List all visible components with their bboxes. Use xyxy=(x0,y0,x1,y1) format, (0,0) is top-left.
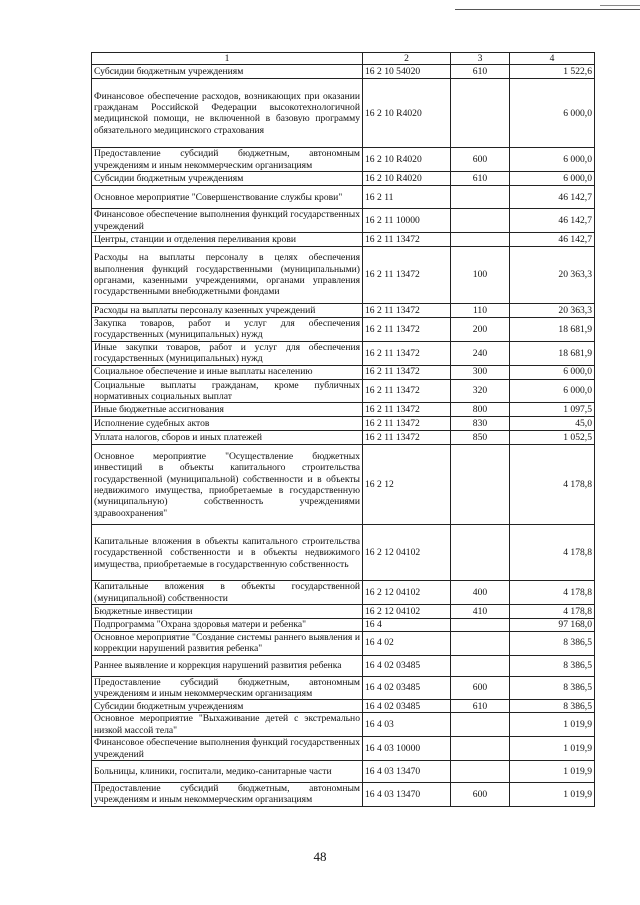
cell-code: 16 4 02 03485 xyxy=(363,676,451,700)
cell-vr: 610 xyxy=(451,172,510,186)
cell-vr: 410 xyxy=(451,605,510,619)
table-row xyxy=(92,700,595,713)
table-row xyxy=(92,304,595,318)
cell-code: 16 2 11 13472 xyxy=(363,318,451,342)
table-row xyxy=(92,186,595,209)
cell-vr: 610 xyxy=(451,700,510,713)
top-rule-short xyxy=(600,5,640,6)
cell-sum: 6 000,0 xyxy=(510,79,595,148)
column-header-2: 2 xyxy=(363,53,451,65)
table-row xyxy=(92,676,595,700)
top-rule xyxy=(455,9,640,10)
cell-code: 16 4 02 xyxy=(363,631,451,655)
cell-name: Иные закупки товаров, работ и услуг для обеспечения государственных (муниципальных) нужд xyxy=(92,341,363,365)
table-row xyxy=(92,379,595,403)
cell-sum: 45,0 xyxy=(510,417,595,431)
cell-name: Закупка товаров, работ и услуг для обеспечения государственных (муниципальных) нужд xyxy=(92,318,363,342)
cell-code: 16 2 12 04102 xyxy=(363,525,451,581)
cell-code: 16 2 10 R4020 xyxy=(363,172,451,186)
cell-code: 16 2 12 04102 xyxy=(363,605,451,619)
cell-vr xyxy=(451,445,510,525)
cell-name: Предоставление субсидий бюджетным, автономным учреждениям и иным некоммерческим организациям xyxy=(92,148,363,172)
cell-sum: 1 097,5 xyxy=(510,403,595,417)
cell-vr xyxy=(451,209,510,233)
cell-code: 16 2 11 13472 xyxy=(363,233,451,247)
cell-vr xyxy=(451,737,510,761)
cell-sum: 1 522,6 xyxy=(510,65,595,79)
cell-code: 16 2 11 13472 xyxy=(363,365,451,379)
cell-vr: 610 xyxy=(451,65,510,79)
column-header-1: 1 xyxy=(92,53,363,65)
cell-sum: 4 178,8 xyxy=(510,445,595,525)
cell-sum: 8 386,5 xyxy=(510,676,595,700)
cell-vr xyxy=(451,186,510,209)
cell-name: Финансовое обеспечение расходов, возникающих при оказании гражданам Российской Федерации высокотехнологичной медицинской помощи, не включенной в базовую программу обязательного медицинского страхования xyxy=(92,79,363,148)
cell-name: Капитальные вложения в объекты государственной (муниципальной) собственности xyxy=(92,581,363,605)
cell-vr xyxy=(451,713,510,737)
cell-code: 16 2 11 13472 xyxy=(363,247,451,304)
cell-name: Основное мероприятие "Создание системы раннего выявления и коррекции нарушений развития ребенка" xyxy=(92,631,363,655)
cell-sum: 8 386,5 xyxy=(510,700,595,713)
table-row xyxy=(92,713,595,737)
cell-name: Предоставление субсидий бюджетным, автономным учреждениям и иным некоммерческим организациям xyxy=(92,676,363,700)
cell-name: Бюджетные инвестиции xyxy=(92,605,363,619)
table-row xyxy=(92,417,595,431)
cell-code: 16 4 02 03485 xyxy=(363,700,451,713)
table-row xyxy=(92,760,595,782)
cell-code: 16 4 02 03485 xyxy=(363,655,451,676)
cell-vr xyxy=(451,79,510,148)
table-row xyxy=(92,631,595,655)
table-row xyxy=(92,525,595,581)
cell-code: 16 2 11 13472 xyxy=(363,379,451,403)
table-row xyxy=(92,148,595,172)
cell-name: Основное мероприятие "Совершенствование службы крови" xyxy=(92,186,363,209)
cell-code: 16 2 10 54020 xyxy=(363,65,451,79)
table-row xyxy=(92,605,595,619)
cell-name: Финансовое обеспечение выполнения функций государственных учреждений xyxy=(92,737,363,761)
cell-sum: 1 019,9 xyxy=(510,713,595,737)
cell-code: 16 4 03 10000 xyxy=(363,737,451,761)
table-row xyxy=(92,655,595,676)
cell-sum: 4 178,8 xyxy=(510,525,595,581)
cell-code: 16 2 11 13472 xyxy=(363,417,451,431)
cell-name: Расходы на выплаты персоналу казенных учреждений xyxy=(92,304,363,318)
cell-name: Социальные выплаты гражданам, кроме публичных нормативных социальных выплат xyxy=(92,379,363,403)
cell-vr xyxy=(451,619,510,631)
table-header-row xyxy=(92,53,595,65)
cell-sum: 6 000,0 xyxy=(510,379,595,403)
cell-name: Уплата налогов, сборов и иных платежей xyxy=(92,431,363,445)
cell-sum: 46 142,7 xyxy=(510,209,595,233)
cell-sum: 1 052,5 xyxy=(510,431,595,445)
cell-sum: 46 142,7 xyxy=(510,186,595,209)
cell-code: 16 4 03 13470 xyxy=(363,760,451,782)
table-row xyxy=(92,233,595,247)
table-row xyxy=(92,209,595,233)
column-header-4: 4 xyxy=(510,53,595,65)
table-row xyxy=(92,65,595,79)
cell-sum: 4 178,8 xyxy=(510,581,595,605)
cell-code: 16 2 11 10000 xyxy=(363,209,451,233)
cell-name: Основное мероприятие "Осуществление бюджетных инвестиций в объекты капитального строительства государственной (муниципальной) собственности и в объекты недвижимого имущества, приобретаемые в государственную (муниципальную) собственность учреждениями здравоохранения" xyxy=(92,445,363,525)
page-number: 48 xyxy=(313,849,327,864)
cell-name: Раннее выявление и коррекция нарушений развития ребенка xyxy=(92,655,363,676)
cell-code: 16 2 10 R4020 xyxy=(363,148,451,172)
cell-code: 16 2 10 R4020 xyxy=(363,79,451,148)
cell-vr xyxy=(451,655,510,676)
table-row xyxy=(92,581,595,605)
cell-name: Больницы, клиники, госпитали, медико-санитарные части xyxy=(92,760,363,782)
cell-vr: 320 xyxy=(451,379,510,403)
cell-sum: 1 019,9 xyxy=(510,782,595,806)
cell-vr: 400 xyxy=(451,581,510,605)
cell-vr: 110 xyxy=(451,304,510,318)
cell-vr: 300 xyxy=(451,365,510,379)
cell-sum: 18 681,9 xyxy=(510,318,595,342)
cell-name: Предоставление субсидий бюджетным, автономным учреждениям и иным некоммерческим организациям xyxy=(92,782,363,806)
cell-sum: 6 000,0 xyxy=(510,148,595,172)
table-row xyxy=(92,619,595,631)
cell-vr: 830 xyxy=(451,417,510,431)
cell-code: 16 2 11 13472 xyxy=(363,304,451,318)
cell-vr xyxy=(451,631,510,655)
column-header-3: 3 xyxy=(451,53,510,65)
cell-vr: 600 xyxy=(451,782,510,806)
cell-name: Исполнение судебных актов xyxy=(92,417,363,431)
cell-code: 16 2 12 04102 xyxy=(363,581,451,605)
cell-name: Субсидии бюджетным учреждениям xyxy=(92,65,363,79)
cell-sum: 18 681,9 xyxy=(510,341,595,365)
table-row xyxy=(92,431,595,445)
table-row xyxy=(92,445,595,525)
cell-code: 16 2 11 xyxy=(363,186,451,209)
cell-vr: 200 xyxy=(451,318,510,342)
cell-code: 16 2 11 13472 xyxy=(363,341,451,365)
budget-table-body xyxy=(92,53,595,807)
cell-name: Субсидии бюджетным учреждениям xyxy=(92,172,363,186)
cell-name: Иные бюджетные ассигнования xyxy=(92,403,363,417)
table-row xyxy=(92,737,595,761)
cell-code: 16 4 xyxy=(363,619,451,631)
cell-vr: 100 xyxy=(451,247,510,304)
cell-vr xyxy=(451,233,510,247)
cell-sum: 8 386,5 xyxy=(510,631,595,655)
cell-sum: 6 000,0 xyxy=(510,172,595,186)
table-row xyxy=(92,79,595,148)
cell-vr: 240 xyxy=(451,341,510,365)
cell-code: 16 2 11 13472 xyxy=(363,431,451,445)
cell-vr: 850 xyxy=(451,431,510,445)
cell-sum: 46 142,7 xyxy=(510,233,595,247)
cell-vr xyxy=(451,760,510,782)
table-row xyxy=(92,247,595,304)
cell-code: 16 2 11 13472 xyxy=(363,403,451,417)
cell-name: Субсидии бюджетным учреждениям xyxy=(92,700,363,713)
cell-vr xyxy=(451,525,510,581)
cell-vr: 600 xyxy=(451,148,510,172)
table-row xyxy=(92,782,595,806)
cell-sum: 4 178,8 xyxy=(510,605,595,619)
table-row xyxy=(92,365,595,379)
cell-sum: 20 363,3 xyxy=(510,247,595,304)
cell-code: 16 4 03 xyxy=(363,713,451,737)
cell-name: Финансовое обеспечение выполнения функций государственных учреждений xyxy=(92,209,363,233)
cell-code: 16 2 12 xyxy=(363,445,451,525)
cell-vr: 800 xyxy=(451,403,510,417)
cell-name: Основное мероприятие "Выхаживание детей с экстремально низкой массой тела" xyxy=(92,713,363,737)
cell-sum: 8 386,5 xyxy=(510,655,595,676)
cell-name: Центры, станции и отделения переливания крови xyxy=(92,233,363,247)
cell-name: Расходы на выплаты персоналу в целях обеспечения выполнения функций государственными (муниципальными) органами, казенными учреждениями, органами управления государственными внебюджетными фондами xyxy=(92,247,363,304)
cell-name: Социальное обеспечение и иные выплаты населению xyxy=(92,365,363,379)
cell-sum: 97 168,0 xyxy=(510,619,595,631)
cell-sum: 20 363,3 xyxy=(510,304,595,318)
budget-table xyxy=(91,52,595,807)
cell-code: 16 4 03 13470 xyxy=(363,782,451,806)
table-row xyxy=(92,341,595,365)
table-row xyxy=(92,172,595,186)
table-row xyxy=(92,403,595,417)
table-row xyxy=(92,318,595,342)
cell-sum: 1 019,9 xyxy=(510,760,595,782)
cell-sum: 6 000,0 xyxy=(510,365,595,379)
cell-name: Подпрограмма "Охрана здоровья матери и ребенка" xyxy=(92,619,363,631)
cell-sum: 1 019,9 xyxy=(510,737,595,761)
cell-vr: 600 xyxy=(451,676,510,700)
cell-name: Капитальные вложения в объекты капитального строительства государственной собственности и в объекты недвижимого имущества, приобретаемые в государственную собственность xyxy=(92,525,363,581)
